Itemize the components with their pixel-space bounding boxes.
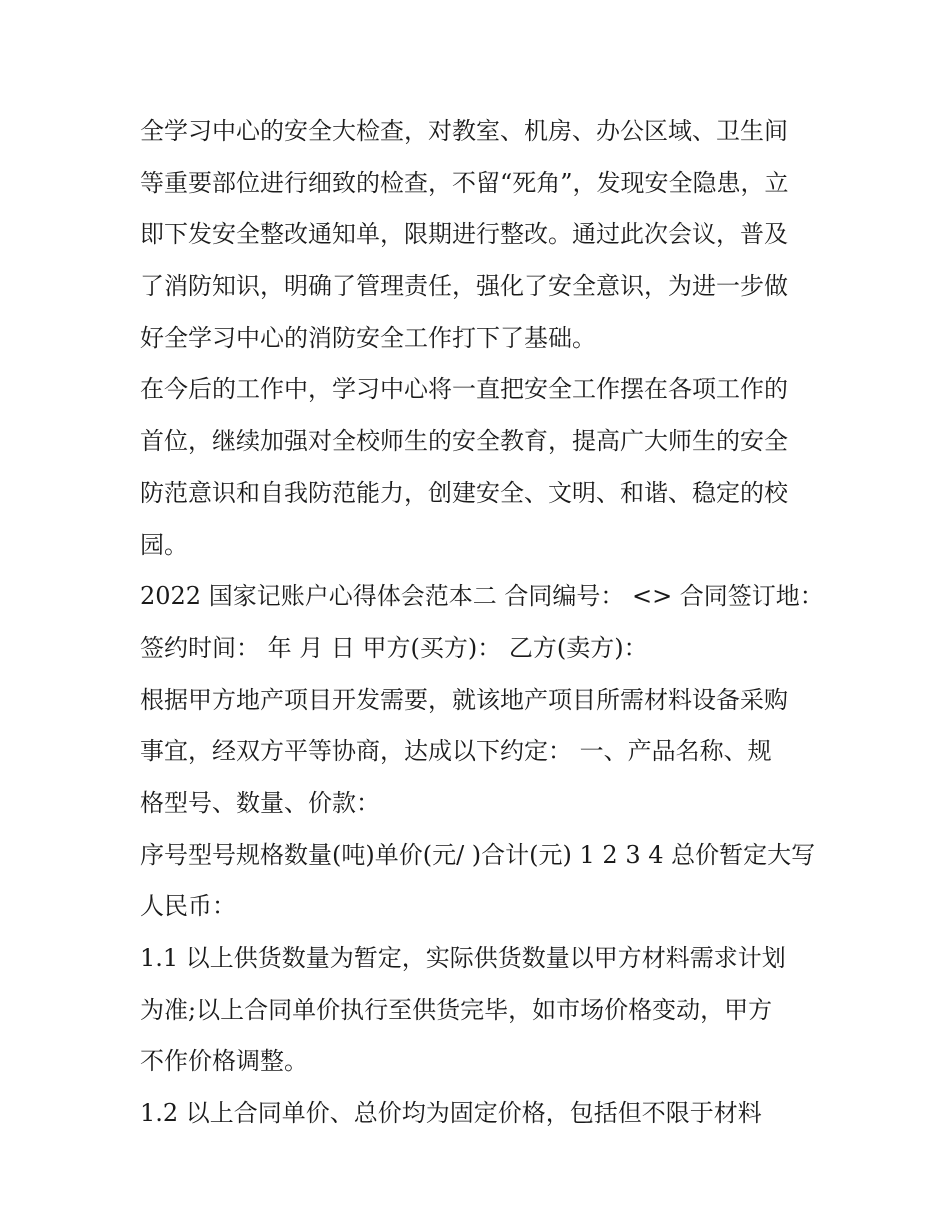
- text-line: 人民币：: [140, 892, 236, 921]
- text-line: 根据甲方地产项目开发需要，就该地产项目所需材料设备采购: [140, 685, 788, 714]
- text-line: 2022 国家记账户心得体会范本二 合同编号： <> 合同签订地：: [140, 582, 824, 611]
- text-line: 为准;以上合同单价执行至供货完毕，如市场价格变动，甲方: [140, 995, 773, 1024]
- text-line: 事宜，经双方平等协商，达成以下约定： 一、产品名称、规: [140, 737, 772, 766]
- text-line: 即下发安全整改通知单，限期进行整改。通过此次会议，普及: [140, 220, 788, 249]
- text-line: 了消防知识，明确了管理责任，强化了安全意识，为进一步做: [140, 272, 788, 301]
- text-line: 格型号、数量、价款：: [140, 788, 380, 817]
- text-line: 首位，继续加强对全校师生的安全教育，提高广大师生的安全: [140, 427, 788, 456]
- text-line: 不作价格调整。: [140, 1047, 308, 1076]
- text-line: 在今后的工作中，学习中心将一直把安全工作摆在各项工作的: [140, 375, 788, 404]
- text-line: 序号型号规格数量(吨)单价(元/ )合计(元) 1 2 3 4 总价暂定大写: [140, 840, 816, 869]
- text-line: 等重要部位进行细致的检查，不留“死角”，发现安全隐患，立: [140, 168, 789, 197]
- text-line: 签约时间： 年 月 日 甲方(买方)： 乙方(卖方)：: [140, 633, 648, 662]
- text-line: 园。: [140, 530, 188, 559]
- text-line: 好全学习中心的消防安全工作打下了基础。: [140, 323, 596, 352]
- document-body: [140, 106, 824, 1140]
- text-line: 全学习中心的安全大检查，对教室、机房、办公区域、卫生间: [140, 117, 788, 145]
- text-line: 1.2 以上合同单价、总价均为固定价格，包括但不限于材料: [140, 1099, 762, 1128]
- text-line: 防范意识和自我防范能力，创建安全、文明、和谐、稳定的校: [140, 478, 788, 507]
- text-line: 1.1 以上供货数量为暂定，实际供货数量以甲方材料需求计划: [140, 944, 786, 972]
